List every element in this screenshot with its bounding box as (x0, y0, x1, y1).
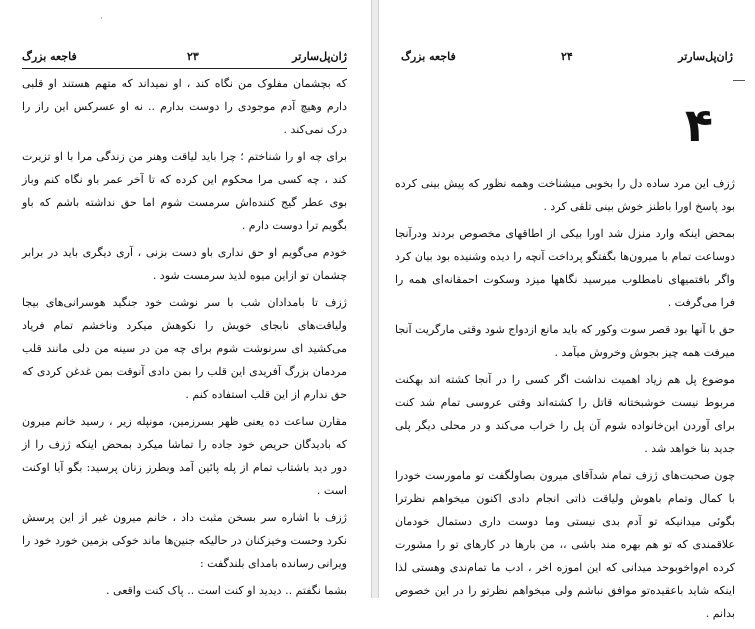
paragraph: چون صحبت‌های ژزف تمام شدآقای میرون بصاولگفت تو مامورست خودرا با کمال وتمام باهوش ولیاقت ذاتی انجام دادی اکنون میخواهم نظرترا بگوئی میدانیکه تو آدم بدی نیستی وما دوست داری دستمال خودمان علاقمندی که تو هم بهره مند باشی ،، من بارها در کارهای تو را مشورت کرده ام‌واخوبوحد میدانی که این اموزه اخر ، ادب ما تمام‌ندی وهستی لذا اینکه شاید باعقیده‌تو موافق نباشم ولی میخواهم نظرتو را در این خصوص بدانم . (395, 469, 735, 620)
left-page (0, 0, 372, 598)
margin-mark (733, 80, 745, 81)
right-page (378, 0, 755, 620)
paragraph: ژزف تا بامدادان شب با سر نوشت خود جنگید هوسرانی‌های بیجا ولیاقت‌های نابجای خویش را نکوهش میکرد وناخشم تمام فریاد می‌کشید ای سرنوشت شوم برای چه من در سینه من دلی مانند قلب مردمان بزرگ آفریدی این قلب را بمن دادی آنوقت بمن غدغن کردی که حق ندارم از این قلب استفاده کنم . (22, 296, 347, 401)
paragraph: خودم می‌گویم او حق نداری باو دست بزنی ، آری دیگری باید در برابر چشمان تو ازاین میوه لذیذ سرمست شود . (22, 246, 347, 282)
page-mark: · (100, 14, 103, 24)
left-header-page-number: ۲۳ (187, 50, 199, 63)
paragraph: که بچشمان مفلوک من نگاه کند ، او نمیداند که متهم هستند او قلبی دارم وهیچ آدم موجودی را دوست بدارم .. نه او عسرکس این راز را درک نمی‌کند . (22, 77, 347, 136)
paragraph: ژزف با اشاره سر بسخن مثبت داد ، خانم میرون غیر از این پرسش نکرد وحست وخیزکنان در حالیکه جنین‌ها ماند خوکی بزمین خورد خود را ویرانی رسانده بامدای بلندگفت : (22, 511, 347, 570)
paragraph: ژزف این مرد ساده دل را بخوبی میشناخت وهمه نظور که پیش بینی کرده بود پاسخ اورا باطنز خوش بینی تلقی کرد . (395, 177, 735, 213)
paragraph: مقارن ساعت ده یعنی ظهر بسرزمین، مونپله زیر ، رسید خانم میرون که بادیدگان حریص خود جاده را تماشا میکرد بمحض اینکه ژزف را از دور دید باشتاب تمام از پله پائین آمد وبطرز زنان پرسید: بگو آیا اوکنت است . (22, 415, 347, 497)
right-header-author: ژان‌پل‌سارتر (678, 50, 733, 63)
left-page-body (22, 72, 347, 606)
right-page-body (395, 172, 735, 629)
paragraph: بشما نگفتم .. دیدید او کنت است .. پاک کنت واقعی . (106, 584, 347, 597)
left-header-book-title: فاجعه بزرگ (22, 50, 77, 63)
chapter-number: ۴ (684, 98, 713, 152)
paragraph: موضوع پل هم زیاد اهمیت نداشت اگر کسی را در آنجا کشته اند بهکنت مربوط نیست خوشبختانه قاتل را کشته‌اند وقتی عروسی تمام شد کنت برای آوردن این‌خانواده شوم آن پل را خراب می‌کند و در محلی دیگر پلی جدید بنا خواهد شد . (395, 373, 735, 455)
right-header-book-title: فاجعه بزرگ (401, 50, 456, 63)
right-page-header (401, 48, 733, 68)
paragraph: برای چه او را شناختم ؛ چرا باید لیاقت وهنر من زندگی مرا با او تزیرت کند ، چه کسی مرا محکوم این کرده که تا آخر عمر باو نگاه کنم وباز بوی عطر گیج کننده‌اش سرمست شوم اما حق نداشته باشم که باو بگویم ترا دوست دارم . (22, 150, 347, 232)
paragraph: حق با آنها بود قصر سوت وکور که باید مانع ازدواج شود وقتی مارگریت آنجا میرفت همه چیز بجوش وخروش میآمد . (395, 323, 735, 359)
right-header-page-number: ۲۴ (561, 50, 573, 63)
left-page-header (22, 48, 347, 69)
left-header-author: ژان‌پل‌سارتر (292, 50, 347, 63)
paragraph: بمحض اینکه وارد منزل شد اورا بیکی از اطاقهای مخصوص بردند ودرآنجا دوساعت تمام با میرون‌ها بگفتگو پرداخت آنچه را دیده وشنیده بود بیان کرد واگر بافتمیهای نامطلوب میرسید نگاهها میزد وسکوت احمقانه‌ای همه را فرا می‌گرفت . (395, 227, 735, 309)
